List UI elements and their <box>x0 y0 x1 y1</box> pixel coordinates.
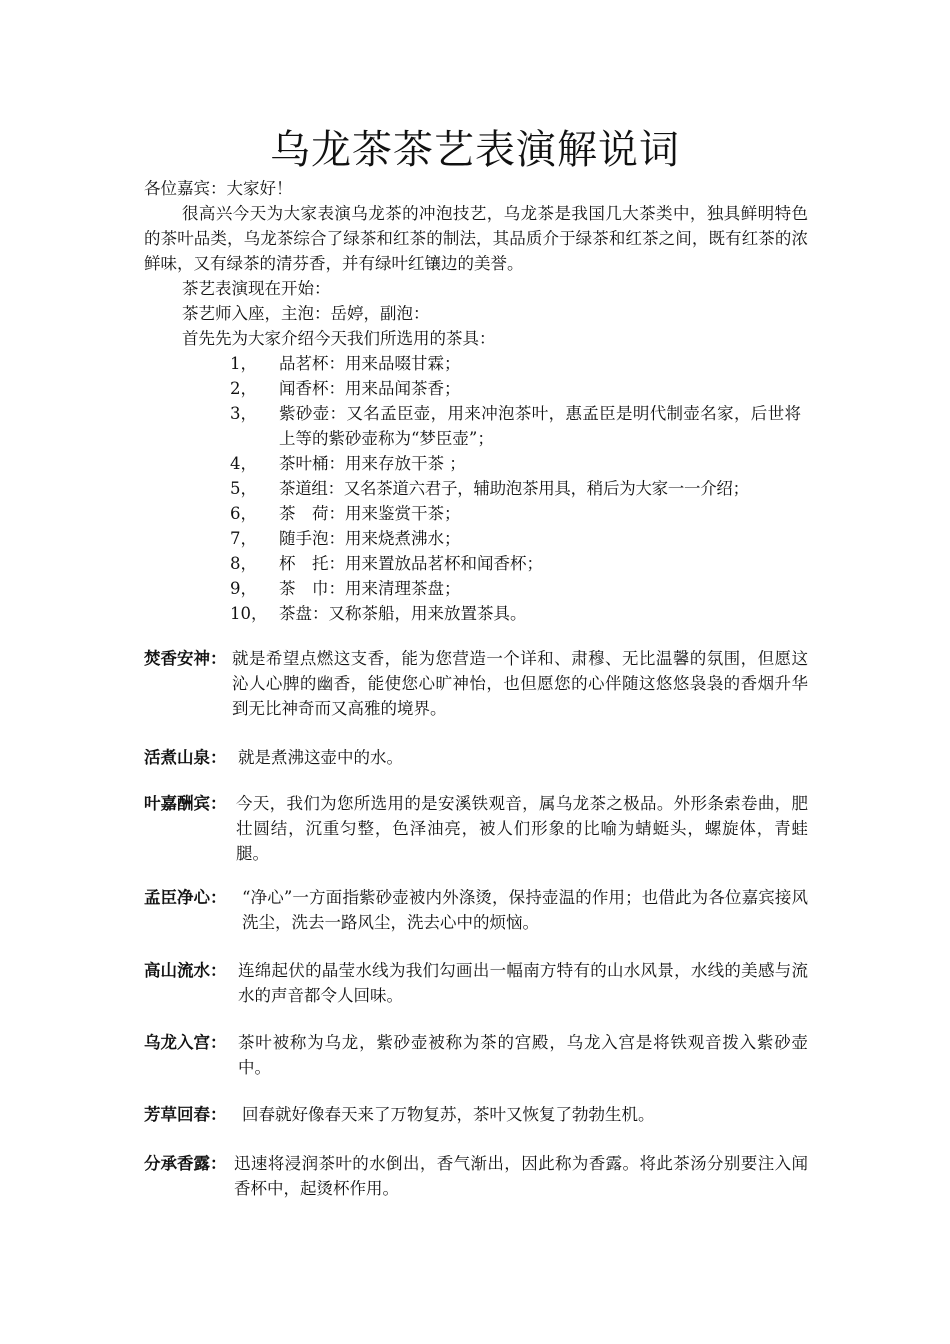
section-text: 今天，我们为您所选用的是安溪铁观音，属乌龙茶之极品。外形条索卷曲，肥壮圆结，沉重匀整，色泽油亮，被人们形象的比喻为蜻蜓头，螺旋体，青蛙腿。 <box>236 794 808 863</box>
list-number: 4， <box>230 454 257 473</box>
list-text: 茶 巾：用来清理茶盘； <box>279 579 461 598</box>
list-number: 8， <box>230 554 257 573</box>
list-number: 7， <box>230 529 257 548</box>
list-text: 茶 荷：用来鉴赏干茶； <box>279 504 461 523</box>
section-text: 迅速将浸润茶叶的水倒出，香气渐出，因此称为香露。将此茶汤分别要注入闻香杯中，起烫杯作用。 <box>234 1154 808 1198</box>
section-mengchen <box>144 885 814 935</box>
section-heading: 焚香安神： <box>144 649 227 668</box>
list-text: 茶盘：又称茶船，用来放置茶具。 <box>279 604 527 623</box>
greeting: 各位嘉宾：大家好！ <box>144 179 293 198</box>
list-number: 6， <box>230 504 257 523</box>
section-huozhu <box>144 745 814 770</box>
list-text: 紫砂壶：又名孟臣壶，用来冲泡茶叶，惠孟臣是明代制壶名家，后世将上等的紫砂壶称为“梦臣壶”； <box>279 404 801 448</box>
section-heading: 分承香露： <box>144 1154 227 1173</box>
section-heading: 乌龙入宫： <box>144 1033 227 1052</box>
section-text: 就是煮沸这壶中的水。 <box>238 748 403 767</box>
list-number: 9， <box>230 579 257 598</box>
list-text: 茶叶桶：用来存放干茶 ； <box>279 454 466 473</box>
tools-intro: 首先先为大家介绍今天我们所选用的茶具： <box>182 329 496 348</box>
list-text: 品茗杯：用来品啜甘霖； <box>279 354 461 373</box>
start-line: 茶艺表演现在开始： <box>182 279 331 298</box>
list-text: 杯 托：用来置放品茗杯和闻香杯； <box>279 554 543 573</box>
section-heading: 芳草回春： <box>144 1105 227 1124</box>
section-fencheng <box>144 1151 814 1201</box>
list-text: 随手泡：用来烧煮沸水； <box>279 529 461 548</box>
section-heading: 活煮山泉： <box>144 748 227 767</box>
list-number: 10， <box>230 604 268 623</box>
section-heading: 高山流水： <box>144 961 227 980</box>
list-number: 1， <box>230 354 257 373</box>
list-text: 茶道组：又名茶道六君子，辅助泡茶用具，稍后为大家一一介绍； <box>279 479 749 498</box>
section-text: “净心”一方面指紫砂壶被内外涤烫，保持壶温的作用；也借此为各位嘉宾接风洗尘，洗去一路风尘，洗去心中的烦恼。 <box>242 888 808 932</box>
list-text: 闻香杯：用来品闻茶香； <box>279 379 461 398</box>
section-fenxiang <box>144 646 814 721</box>
performers-line: 茶艺师入座，主泡：岳婷，副泡： <box>182 304 430 323</box>
intro-paragraph: 很高兴今天为大家表演乌龙茶的冲泡技艺，乌龙茶是我国几大茶类中，独具鲜明特色的茶叶品类，乌龙茶综合了绿茶和红茶的制法，其品质介于绿茶和红茶之间，既有红茶的浓鲜味，又有绿茶的清芬香，并有绿叶红镶边的美誉。 <box>144 204 808 273</box>
section-wulong <box>144 1030 814 1080</box>
section-text: 就是希望点燃这支香，能为您营造一个详和、肃穆、无比温馨的氛围，但愿这沁人心脾的幽香，能使您心旷神怡，也但愿您的心伴随这悠悠袅袅的香烟升华到无比神奇而又高雅的境界。 <box>232 649 808 718</box>
section-text: 回春就好像春天来了万物复苏，茶叶又恢复了勃勃生机。 <box>242 1105 655 1124</box>
section-gaoshan <box>144 958 814 1008</box>
list-number: 2， <box>230 379 257 398</box>
list-number: 5， <box>230 479 257 498</box>
list-number: 3， <box>230 404 257 423</box>
section-text: 茶叶被称为乌龙，紫砂壶被称为茶的宫殿，乌龙入宫是将铁观音拨入紫砂壶中。 <box>238 1033 808 1077</box>
section-text: 连绵起伏的晶莹水线为我们勾画出一幅南方特有的山水风景，水线的美感与流水的声音都令人回味。 <box>238 961 808 1005</box>
section-heading: 孟臣净心： <box>144 888 227 907</box>
page-title: 乌龙茶茶艺表演解说词 <box>270 127 680 173</box>
section-yejia <box>144 791 814 866</box>
section-heading: 叶嘉酬宾： <box>144 794 227 813</box>
section-fangcao <box>144 1102 814 1127</box>
